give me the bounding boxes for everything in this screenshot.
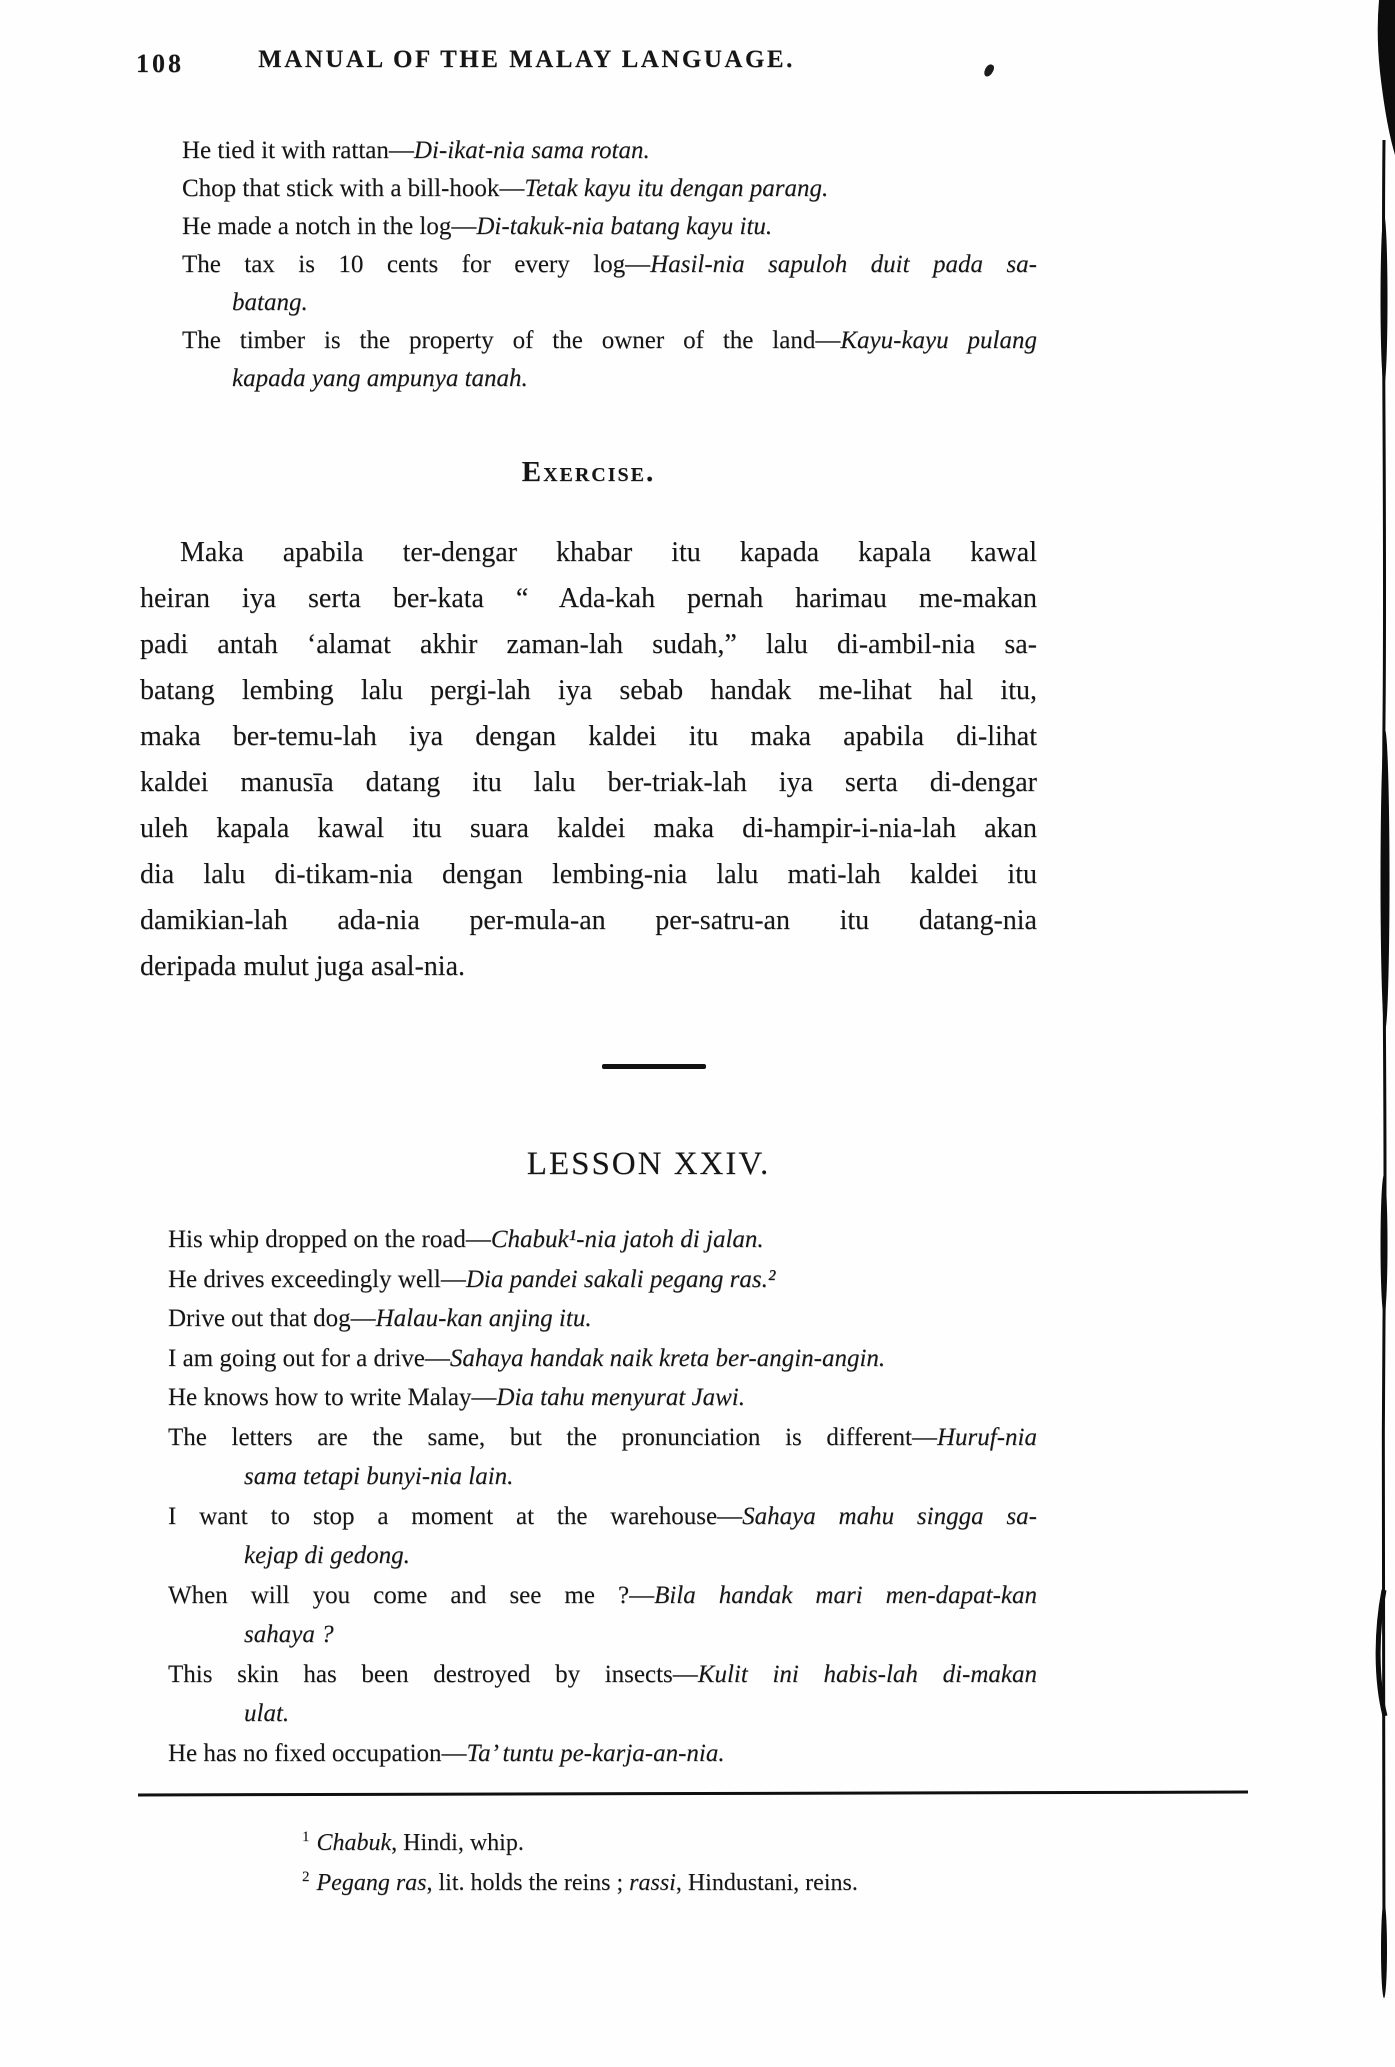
paragraph-line: kaldei manusīa datang itu lalu ber-triak-lah iya serta di-dengar	[140, 767, 1037, 798]
phrase-english: The letters are the same, but the pronunciation is different	[168, 1423, 912, 1451]
phrase-line	[168, 1655, 1037, 1695]
dash-separator: —	[440, 1265, 466, 1293]
phrase-line	[168, 1299, 1037, 1339]
dash-separator: —	[625, 251, 651, 278]
phrase-list-top	[140, 132, 1037, 398]
paragraph-line: Maka apabila ter-dengar khabar itu kapada kapala kawal	[180, 537, 1037, 568]
phrase-line	[168, 1220, 1037, 1260]
phrase-item	[140, 208, 1037, 246]
phrase-item	[140, 1339, 1037, 1379]
phrase-item	[140, 1378, 1037, 1418]
phrase-line	[182, 132, 1037, 170]
phrase-line	[168, 1734, 1037, 1774]
dash-separator: —	[441, 1739, 467, 1767]
phrase-malay: sahaya ?	[244, 1621, 334, 1648]
phrase-item	[140, 1220, 1037, 1260]
phrase-malay: Bila handak mari men-dapat-kan	[654, 1581, 1037, 1609]
phrase-item	[140, 170, 1037, 208]
dash-separator: —	[350, 1305, 376, 1332]
phrase-item	[140, 246, 1037, 322]
phrase-line	[182, 208, 1037, 246]
phrase-item	[140, 132, 1037, 170]
phrase-malay: Di-ikat-nia sama rotan.	[413, 137, 650, 164]
phrase-line-continuation	[232, 360, 1037, 398]
phrase-malay: kejap di gedong.	[244, 1542, 410, 1569]
exercise-heading: Exercise.	[521, 456, 656, 488]
exercise-paragraph	[140, 530, 1037, 990]
phrase-line	[182, 322, 1037, 360]
footnote-text: , Hindi, whip.	[391, 1830, 524, 1856]
footnote-term: Chabuk	[316, 1830, 392, 1856]
phrase-malay: Huruf-nia	[937, 1423, 1037, 1451]
paragraph-line: batang lembing lalu pergi-lah iya sebab handak me-lihat hal itu,	[140, 675, 1037, 706]
phrase-line-continuation	[232, 284, 1037, 322]
paragraph-line: uleh kapala kawal itu suara kaldei maka di-hampir-i-nia-lah akan	[140, 813, 1037, 844]
phrase-malay: Halau-kan anjing itu.	[375, 1305, 592, 1332]
phrase-item	[140, 1260, 1037, 1300]
dash-separator: —	[629, 1581, 655, 1609]
phrase-line-continuation	[244, 1694, 1037, 1734]
phrase-english: This skin has been destroyed by insects	[168, 1660, 673, 1688]
phrase-malay: kapada yang ampunya tanah.	[232, 365, 528, 392]
phrase-english: He tied it with rattan	[182, 137, 389, 164]
phrase-line	[182, 246, 1037, 284]
paragraph-line: heiran iya serta ber-kata “ Ada-kah pernah harimau me-makan	[140, 583, 1037, 614]
phrase-item	[140, 1299, 1037, 1339]
footnote-2	[302, 1860, 858, 1900]
phrase-english: The timber is the property of the owner of the land	[182, 327, 816, 354]
footnote-marker: 1	[302, 1829, 310, 1845]
phrase-malay: Sahaya mahu singga sa-	[742, 1502, 1037, 1530]
phrase-item	[140, 1418, 1037, 1497]
section-divider-rule	[602, 1064, 706, 1069]
phrase-malay: batang.	[232, 289, 308, 316]
phrase-malay: Ta’ tuntu pe-karja-an-nia.	[466, 1739, 725, 1767]
dash-separator: —	[451, 213, 477, 240]
phrase-english: He drives exceedingly well	[168, 1265, 441, 1293]
phrase-item	[140, 1734, 1037, 1774]
phrase-line-continuation	[244, 1457, 1037, 1497]
footnote-rule	[138, 1791, 1248, 1797]
footnotes	[302, 1820, 858, 1900]
running-header-title: MANUAL OF THE MALAY LANGUAGE.	[258, 46, 795, 73]
phrase-line-continuation	[244, 1615, 1037, 1655]
footnote-term: rassi	[629, 1870, 676, 1896]
phrase-line	[168, 1576, 1037, 1616]
page-header	[136, 46, 1037, 84]
phrase-english: He knows how to write Malay	[168, 1384, 472, 1411]
scan-edge-artifact	[1361, 0, 1395, 2067]
phrase-malay: Dia tahu menyurat Jawi.	[496, 1384, 746, 1411]
phrase-english: When will you come and see me ?	[168, 1581, 630, 1609]
phrase-line	[168, 1378, 1037, 1418]
phrase-malay: Dia pandei sakali pegang ras.²	[465, 1265, 776, 1293]
phrase-malay: ulat.	[244, 1700, 290, 1727]
phrase-item	[140, 1497, 1037, 1576]
phrase-item	[140, 1576, 1037, 1655]
phrase-malay: sama tetapi bunyi-nia lain.	[244, 1463, 514, 1490]
footnote-term: Pegang ras	[316, 1870, 427, 1896]
phrase-english: I want to stop a moment at the warehouse	[168, 1502, 718, 1530]
phrase-item	[140, 322, 1037, 398]
dash-separator: —	[672, 1660, 698, 1688]
paragraph-line: dia lalu di-tikam-nia dengan lembing-nia lalu mati-lah kaldei itu	[140, 859, 1037, 890]
paragraph-line: damikian-lah ada-nia per-mula-an per-satru-an itu datang-nia	[140, 905, 1037, 936]
phrase-malay: Kayu-kayu pulang	[840, 327, 1037, 354]
dash-separator: —	[424, 1344, 450, 1372]
phrase-line	[182, 170, 1037, 208]
paragraph-line: deripada mulut juga asal-nia.	[140, 951, 465, 982]
phrase-line	[168, 1260, 1037, 1300]
footnote-text: , Hindustani, reins.	[675, 1870, 858, 1896]
lesson-heading: LESSON XXIV.	[526, 1146, 771, 1182]
phrase-english: I am going out for a drive	[168, 1344, 425, 1372]
phrase-english: He made a notch in the log	[182, 213, 452, 240]
phrase-line-continuation	[244, 1536, 1037, 1576]
phrase-malay: Hasil-nia sapuloh duit pada sa-	[650, 251, 1037, 278]
dash-separator: —	[471, 1384, 497, 1411]
dash-separator: —	[388, 137, 414, 164]
paragraph-line: maka ber-temu-lah iya dengan kaldei itu maka apabila di-lihat	[140, 721, 1037, 752]
phrase-line	[168, 1339, 1037, 1379]
phrase-item	[140, 1655, 1037, 1734]
phrase-list-lesson	[140, 1220, 1037, 1773]
dash-separator: —	[815, 327, 841, 354]
phrase-malay: Kulit ini habis-lah di-makan	[697, 1660, 1038, 1688]
phrase-english: His whip dropped on the road	[168, 1226, 466, 1253]
page-number: 108	[136, 49, 184, 78]
phrase-malay: Chabuk¹-nia jatoh di jalan.	[490, 1226, 764, 1253]
dash-separator: —	[465, 1226, 491, 1253]
phrase-line	[168, 1497, 1037, 1537]
footnote-1	[302, 1820, 858, 1860]
phrase-english: He has no fixed occupation	[168, 1739, 442, 1767]
phrase-malay: Sahaya handak naik kreta ber-angin-angin.	[449, 1344, 886, 1372]
dash-separator: —	[717, 1502, 743, 1530]
footnote-marker: 2	[302, 1869, 310, 1885]
phrase-english: Drive out that dog	[168, 1305, 351, 1332]
footnote-text: , lit. holds the reins ;	[426, 1870, 630, 1896]
dash-separator: —	[912, 1423, 937, 1451]
phrase-english: Chop that stick with a bill-hook	[182, 175, 500, 202]
phrase-malay: Tetak kayu itu dengan parang.	[524, 175, 829, 202]
dash-separator: —	[499, 175, 525, 202]
phrase-malay: Di-takuk-nia batang kayu itu.	[476, 213, 773, 240]
paragraph-line: padi antah ‘alamat akhir zaman-lah sudah,” lalu di-ambil-nia sa-	[140, 629, 1037, 660]
phrase-line	[168, 1418, 1037, 1458]
phrase-english: The tax is 10 cents for every log	[182, 251, 626, 278]
